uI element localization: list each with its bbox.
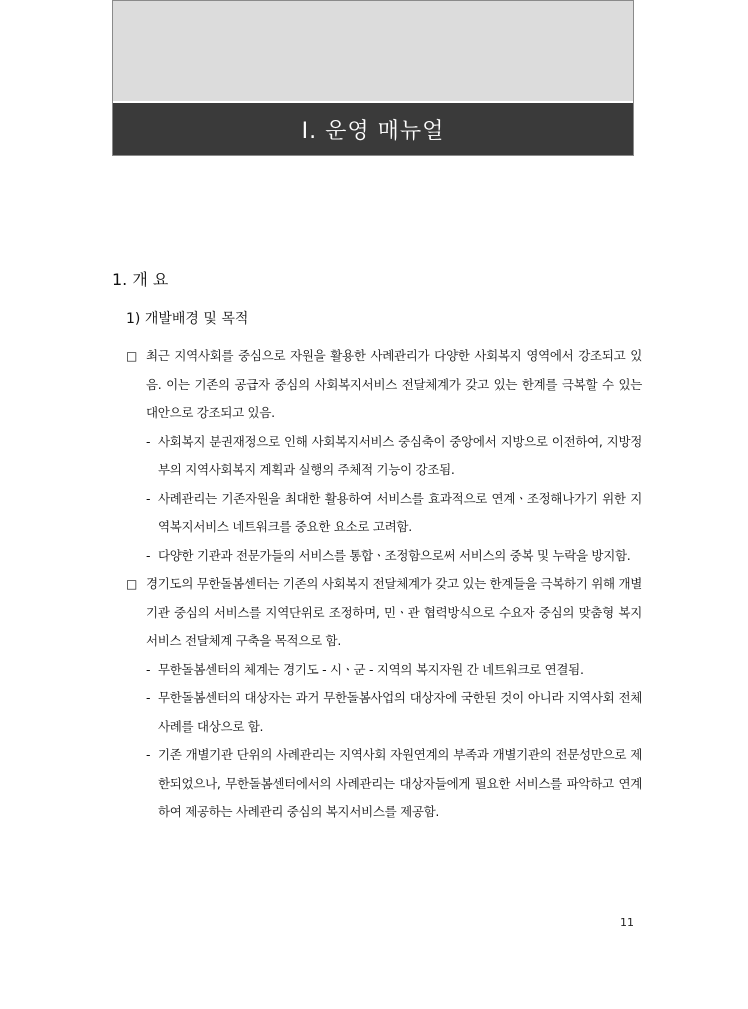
sub-item-1-1 (112, 428, 642, 485)
sub-item-1-2 (112, 485, 642, 542)
sub-item-text: 기존 개별기관 단위의 사례관리는 지역사회 자원연계의 부족과 개별기관의 전문성만으로 제한되었으나, 무한돌봄센터에서의 사례관리는 대상자들에게 필요한 서비스를 파악하고 연계하여 제공하는 사례관리 중심의 복지서비스를 제공함. (158, 747, 642, 819)
square-bullet-icon: □ (126, 349, 138, 363)
sub-item-text: 다양한 기관과 전문가들의 서비스를 통합ㆍ조정함으로써 서비스의 중복 및 누락을 방지함. (158, 547, 631, 563)
dash-bullet-icon: - (146, 661, 151, 677)
section-title: 1. 개 요 (112, 270, 169, 289)
sub-item-text: 사례관리는 기존자원을 최대한 활용하여 서비스를 효과적으로 연계ㆍ조정해나가기 위한 지역복지서비스 네트워크를 중요한 요소로 고려함. (158, 490, 642, 534)
chapter-header-box (112, 0, 634, 156)
sub-item-1-3 (112, 542, 642, 571)
sub-item-text: 무한돌봄센터의 체계는 경기도 - 시ㆍ군 - 지역의 복지자원 간 네트워크로 연결됨. (158, 661, 584, 677)
sub-item-text: 무한돌봄센터의 대상자는 과거 무한돌봄사업의 대상자에 국한된 것이 아니라 지역사회 전체 사례를 대상으로 함. (158, 690, 642, 734)
dash-bullet-icon: - (146, 690, 151, 705)
sub-item-2-2 (112, 684, 642, 741)
chapter-title-band (113, 101, 633, 155)
subsection-title: 1) 개발배경 및 목적 (126, 311, 249, 327)
square-bullet-icon: □ (126, 577, 138, 591)
bullet-text: 최근 지역사회를 중심으로 자원을 활용한 사례관리가 다양한 사회복지 영역에서 강조되고 있음. 이는 기존의 공급자 중심의 사회복지서비스 전달체계가 갖고 있는 한계를 극복할 수 있는 대안으로 강조되고 있음. (146, 348, 642, 420)
dash-bullet-icon: - (146, 433, 151, 449)
sub-item-text: 사회복지 분권재정으로 인해 사회복지서비스 중심축이 중앙에서 지방으로 이전하여, 지방정부의 지역사회복지 계획과 실행의 주체적 기능이 강조됨. (158, 433, 642, 477)
bullet-text: 경기도의 무한돌봄센터는 기존의 사회복지 전달체계가 갖고 있는 한계들을 극복하기 위해 개별기관 중심의 서비스를 지역단위로 조정하며, 민ㆍ관 협력방식으로 수요자 중심의 맞춤형 복지서비스 전달체계 구축을 목적으로 함. (146, 576, 642, 648)
main-content (112, 268, 642, 827)
bullet-item-2 (112, 570, 642, 656)
dash-bullet-icon: - (146, 490, 151, 506)
bullet-item-1 (112, 342, 642, 428)
sub-item-2-3 (112, 741, 642, 827)
page-number: 11 (620, 916, 634, 929)
dash-bullet-icon: - (146, 747, 151, 762)
chapter-title: Ⅰ. 운영 매뉴얼 (301, 118, 445, 144)
sub-item-2-1 (112, 656, 642, 685)
dash-bullet-icon: - (146, 547, 151, 563)
